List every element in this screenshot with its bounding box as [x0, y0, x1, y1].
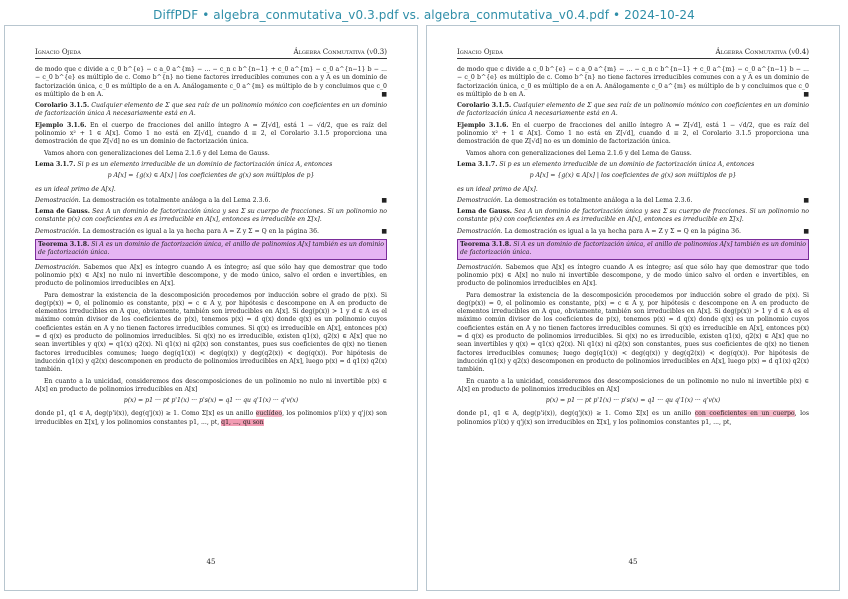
- equation: p A[x] = {g(x) ∈ A[x] | los coeficientes de g(x) son múltiplos de p}: [107, 172, 315, 180]
- window-title: DiffPDF • algebra_conmutativa_v0.3.pdf vs. algebra_conmutativa_v0.4.pdf • 2024-10-24: [153, 8, 695, 22]
- demostracion-1: Demostración. La demostración es totalmente análoga a la del Lema 2.3.6. ■: [457, 196, 809, 204]
- qed-mark: ■: [381, 227, 387, 235]
- vamos-paragraph: Vamos ahora con generalizaciones del Lema 2.1.6 y del Lema de Gauss.: [44, 149, 270, 157]
- header-book-title: Álgebra Conmutativa (v0.4): [715, 48, 809, 56]
- last-paragraph: donde p1, q1 ∈ A, deg(p'i(x)), deg(q'j(x)) ≥ 1. Como Σ[x] es un anillo euclídeo, los polinomios p'i(x) y q'j(x) son irreducibles en Σ[x], y los polinomios constantes p1, ..., pt, q1, ..., qu son: [35, 410, 387, 426]
- equation: p A[x] = {g(x) ∈ A[x] | los coeficientes de g(x) son múltiplos de p}: [529, 172, 737, 180]
- demostracion-2: Demostración. La demostración es igual a la ya hecha para A = Z y Σ = Q en la página 36. ■: [35, 227, 387, 235]
- right-page-view[interactable]: [426, 25, 840, 591]
- demostracion-3: Demostración. Sabemos que A[x] es íntegro cuando A es íntegro; así que sólo hay que demostrar que todo polinomio p(x) ∈ A[x] no nulo ni invertible descompone, y de modo único, salvo el orden e invertibles, en producto de polinomios irreducibles en A[x].: [35, 263, 387, 288]
- lema-tail: es un ideal primo de A[x].: [457, 185, 538, 193]
- existence-paragraph: Para demostrar la existencia de la descomposición procedemos por inducción sobre el grado de p(x). Si deg(p(x)) = 0, el polinomio es constante, p(x) = c ∈ A y, por hipótesis c descompone en A en producto de elementos irreducibles en A que, obviamente, también son irreducibles en A[x]. Si deg(p(x)) > 1 y d ∈ A es el máximo común divisor de los coeficientes de p(x), tenemos p(x) = d q(x) donde q(x) es un polinomio cuyos coeficientes están en A y no tienen factores irreducibles comunes. Si q(x) es irreducible en A[x], entonces p(x) = d q(x) es producto de polinomios irreducibles. Si q(x) no es irreducible, existen q1(x), q2(x) ∈ A[x] que no sean invertibles y q(x) = q1(x) q2(x). Ni q1(x) ni q2(x) son constantes, pues sus coeficientes de q(x) no tienen factores irreducibles comunes; luego deg(q1(x)) < deg(q(x)) y deg(q2(x)) < deg(q(x)). Por hipótesis de inducción q1(x) y q2(x) descomponen en producto de polinomios irreducibles en A[x], luego p(x) = d q1(x) q2(x) también.: [457, 291, 809, 374]
- header-author: Ignacio Ojeda: [35, 48, 81, 56]
- qed-mark: ■: [803, 196, 809, 204]
- lema: Lema 3.1.7. Si p es un elemento irreducible de un dominio de factorización única A, entonces: [457, 160, 755, 168]
- left-page-view[interactable]: [4, 25, 418, 591]
- equation-2: p(x) = p1 ··· pt p'1(x) ··· p's(x) = q1 ··· qu q'1(x) ··· q'v(x): [545, 397, 721, 405]
- page-number: 45: [628, 558, 638, 566]
- lema-gauss: Lema de Gauss. Sea A un dominio de factorización única y sea Σ su cuerpo de fracciones. Si un polinomio no constante p(x) con coeficientes en A es irreducible en A[x], entonces es irreducible en Σ[x].: [457, 208, 809, 224]
- running-header: [457, 48, 809, 59]
- theorem-diff-highlight[interactable]: Teorema 3.1.8. Si A es un dominio de factorización única, el anillo de polinomios A[x] también es un dominio de factorización única.: [35, 239, 387, 260]
- qed-mark: ■: [803, 90, 809, 98]
- corolario: Corolario 3.1.5. Cualquier elemento de Σ que sea raíz de un polinomio mónico con coeficientes en un dominio de factorización única A necesariamente está en A.: [457, 102, 810, 118]
- qed-mark: ■: [803, 227, 809, 235]
- page-content: [35, 66, 387, 430]
- page-number: 45: [206, 558, 216, 566]
- lema: Lema 3.1.7. Si p es un elemento irreducible de un dominio de factorización única A, entonces: [35, 160, 333, 168]
- lema-gauss: Lema de Gauss. Sea A un dominio de factorización única y sea Σ su cuerpo de fracciones. Si un polinomio no constante p(x) con coeficientes en A es irreducible en A[x], entonces es irreducible en Σ[x].: [35, 208, 387, 224]
- existence-paragraph: Para demostrar la existencia de la descomposición procedemos por inducción sobre el grado de p(x). Si deg(p(x)) = 0, el polinomio es constante, p(x) = c ∈ A y, por hipótesis c descompone en A en producto de elementos irreducibles en A que, obviamente, también son irreducibles en A[x]. Si deg(p(x)) > 1 y d ∈ A es el máximo común divisor de los coeficientes de p(x), tenemos p(x) = d q(x) donde q(x) es un polinomio cuyos coeficientes están en A y no tienen factores irreducibles comunes. Si q(x) es irreducible en A[x], entonces p(x) = d q(x) es producto de polinomios irreducibles. Si q(x) no es irreducible, existen q1(x), q2(x) ∈ A[x] que no sean invertibles y q(x) = q1(x) q2(x). Ni q1(x) ni q2(x) son constantes, pues sus coeficientes de q(x) no tienen factores irreducibles comunes; luego deg(q1(x)) < deg(q(x)) y deg(q2(x)) < deg(q(x)). Por hipótesis de inducción q1(x) y q2(x) descomponen en producto de polinomios irreducibles en A[x], luego p(x) = d q1(x) q2(x) también.: [35, 291, 387, 374]
- diff-highlight[interactable]: con coeficientes en un cuerpo: [694, 410, 795, 418]
- ejemplo: Ejemplo 3.1.6. En el cuerpo de fracciones del anillo íntegro A = Z[√d], está 1 − √d/2, que es raíz del polinomio x² + 1 ∈ A[x]. Como 1 no está en Z[√d], cuando d ≡ 2, el Corolario 3.1.5 proporciona una demostración de que Z[√d] no es un dominio de factorización única.: [457, 121, 809, 146]
- demostracion-3: Demostración. Sabemos que A[x] es íntegro cuando A es íntegro; así que sólo hay que demostrar que todo polinomio p(x) ∈ A[x] no nulo ni invertible descompone, y de modo único salvo el orden e invertibles, en producto de polinomios irreducibles en A[x].: [457, 263, 809, 288]
- running-header: [35, 48, 387, 59]
- header-author: Ignacio Ojeda: [457, 48, 503, 56]
- lema-tail: es un ideal primo de A[x].: [35, 185, 116, 193]
- demostracion-1: Demostración. La demostración es totalmente análoga a la del Lema 2.3.6. ■: [35, 196, 387, 204]
- intro-paragraph: de modo que c divide a c_0 b^{e} − c a_0 a^{m} − ... − c_n c b^{n−1} + c_0 a^{m} − c_0 a^{n−1} b − ... − c_0 b^{e} es múltiplo de c. Como b^{n} no tiene factores irreducibles comunes con a y A es un dominio de factorización única, c_0 es múltiplo de a en A. Análogamente c_0 a^{m} es múltiplo de b y concluimos que c_0 es múltiplo de b en A. ■: [457, 66, 809, 98]
- diff-highlight[interactable]: q1, ..., qu son: [221, 418, 264, 426]
- qed-mark: ■: [381, 196, 387, 204]
- uniqueness-paragraph: En cuanto a la unicidad, consideremos dos descomposiciones de un polinomio no nulo ni invertible p(x) ∈ A[x] en producto de polinomios irreducibles en A[x]: [457, 377, 809, 393]
- vamos-paragraph: Vamos ahora con generalizaciones del Lema 2.1.6 y del Lema de Gauss.: [466, 149, 692, 157]
- intro-paragraph: de modo que c divide a c_0 b^{e} − c a_0 a^{m} − ... − c_n c b^{n−1} + c_0 a^{m} − c_0 a^{n−1} b − ... − c_0 b^{e} es múltiplo de c. Como b^{n} no tiene factores irreducibles comunes con a y A es un dominio de factorización única, c_0 es múltiplo de a en A. Análogamente c_0 a^{m} es múltiplo de b y concluimos que c_0 es múltiplo de b en A. ■: [35, 66, 387, 98]
- qed-mark: ■: [381, 90, 387, 98]
- ejemplo: Ejemplo 3.1.6. En el cuerpo de fracciones del anillo íntegro A = Z[√d], está 1 − √d/2, que es raíz del polinomio x² + 1 ∈ A[x]. Como 1 no está en Z[√d], cuando d ≡ 2, el Corolario 3.1.5 proporciona una demostración de que Z[√d] no es un dominio de factorización única.: [35, 121, 387, 146]
- diff-highlight[interactable]: euclídeo: [255, 410, 283, 418]
- header-book-title: Álgebra Conmutativa (v0.3): [293, 48, 387, 56]
- page-content: [457, 66, 809, 430]
- demostracion-2: Demostración. La demostración es igual a la ya hecha para A = Z y Σ = Q en la página 36. ■: [457, 227, 809, 235]
- corolario: Corolario 3.1.5. Cualquier elemento de Σ que sea raíz de un polinomio mónico con coeficientes en un dominio de factorización única A necesariamente está en A.: [35, 102, 388, 118]
- equation-2: p(x) = p1 ··· pt p'1(x) ··· p's(x) = q1 ··· qu q'1(x) ··· q'v(x): [123, 397, 299, 405]
- last-paragraph: donde p1, q1 ∈ A, deg(p'i(x)), deg(q'j(x)) ≥ 1. Como Σ[x] es un anillo con coeficientes en un cuerpo, los polinomios p'i(x) y q'j(x) son irreducibles en Σ[x], y los polinomios constantes p1, ..., pt,: [457, 410, 810, 426]
- theorem-diff-highlight[interactable]: Teorema 3.1.8. Si A es un dominio de factorización única, el anillo de polinomios A[x] también es un dominio de factorización única.: [457, 239, 809, 260]
- uniqueness-paragraph: En cuanto a la unicidad, consideremos dos descomposiciones de un polinomio no nulo ni invertible p(x) ∈ A[x] en producto de polinomios irreducibles en A[x]: [35, 377, 387, 393]
